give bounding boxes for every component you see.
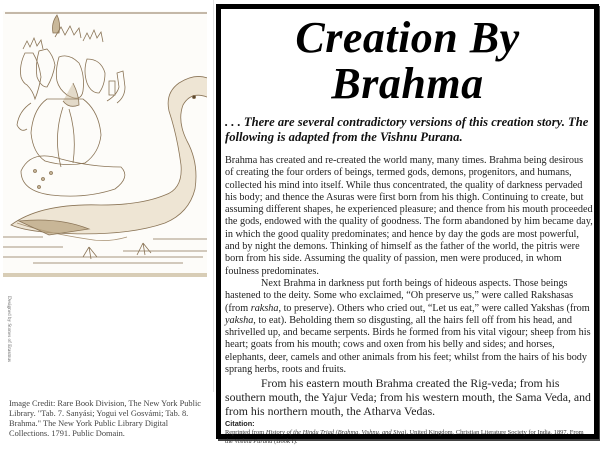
term-yaksha: yaksha [225, 314, 254, 326]
paragraph-2 [225, 278, 593, 376]
story-body [225, 155, 593, 418]
term-raksha: raksha [250, 302, 279, 314]
citation-prefix: Reprinted from [225, 429, 266, 437]
paragraph-2-part-a: Next Brahma in darkness put forth beings of hideous aspects. Those beings hastened to the deity. Some who exclaimed, “Oh preserve us,” were called Rakshasas (from [225, 277, 574, 314]
paragraph-1: Brahma has created and re-created the world many, many times. Brahma being desirous of creating the four orders of beings, termed gods, demons, progenitors, and humans, collected his mind into itself. While thus concentrated, the quality of darkness pervaded his body; and thence the Asuras were first born from his thigh. Continuing to create, but assuming different shapes, he experienced pleasure; and thence from his mouth proceeded the gods, endowed with the quality of goodness. The form abandoned by him became day, in which the good quality predominates; and hence by day the gods are most powerful, and by night the demons. Thinking of himself as the father of the world, the pitris were born from his side. Assuming the quality of passion, men were produced, in whom foulness predominates. [225, 155, 593, 277]
column-divider [213, 0, 214, 392]
story-panel [216, 4, 599, 445]
page-title [221, 15, 594, 107]
citation-source-title: Vishnu Purana [234, 437, 273, 445]
title-line-2: Brahma [331, 59, 484, 108]
image-credit: Image Credit: Rare Book Division, The New York Public Library. "Tab. 7. Sanyási; Yogui vel Gosvámi; Tab. 8. Brahma." The New York Public Library Digital Collections. 1791. Public Domain. [9, 399, 201, 438]
citation-book-title: History of the Hindu Triad (Brahma, Vishnu, and Siva) [265, 429, 407, 437]
brahma-on-swan-illustration [3, 11, 207, 277]
citation-text [225, 429, 593, 446]
citation-suffix: (Book I). [272, 437, 298, 445]
paragraph-2-part-b: , to preserve). Others who cried out, “Let us eat,” were called Yakshas (from [278, 302, 590, 314]
citation-label: Citation: [225, 419, 255, 429]
brahma-engraving-image [3, 11, 207, 277]
title-line-1: Creation By [295, 13, 520, 62]
subtitle: . . . There are several contradictory versions of this creation story. The following is adapted from the Vishnu Purana. [225, 115, 589, 144]
citation-middle: . United Kingdom, Christian Literature Society for India, 1897. From the [225, 429, 584, 445]
paragraph-2-part-c: , to eat). Beholding them so disgusting, all the hairs fell off from his head, and shrivelled up, and became serpents. Birds he formed from his vital vigour; sheep from his heart; goats from his mouth; cows and oxen from his belly and sides; and horses, elephants, deer, camels and other animals from his feet; whilst from the hairs of his body sprang herbs, roots and fruits. [225, 314, 591, 376]
illustration-column [0, 0, 214, 450]
paragraph-3: From his eastern mouth Brahma created the Rig-veda; from his southern mouth, the Yajur Veda; from his western mouth, the Sama Veda, and from his northern mouth, the Atharva Vedas. [225, 376, 591, 419]
designer-credit: Designed by Stones of Erasmus [6, 296, 12, 362]
